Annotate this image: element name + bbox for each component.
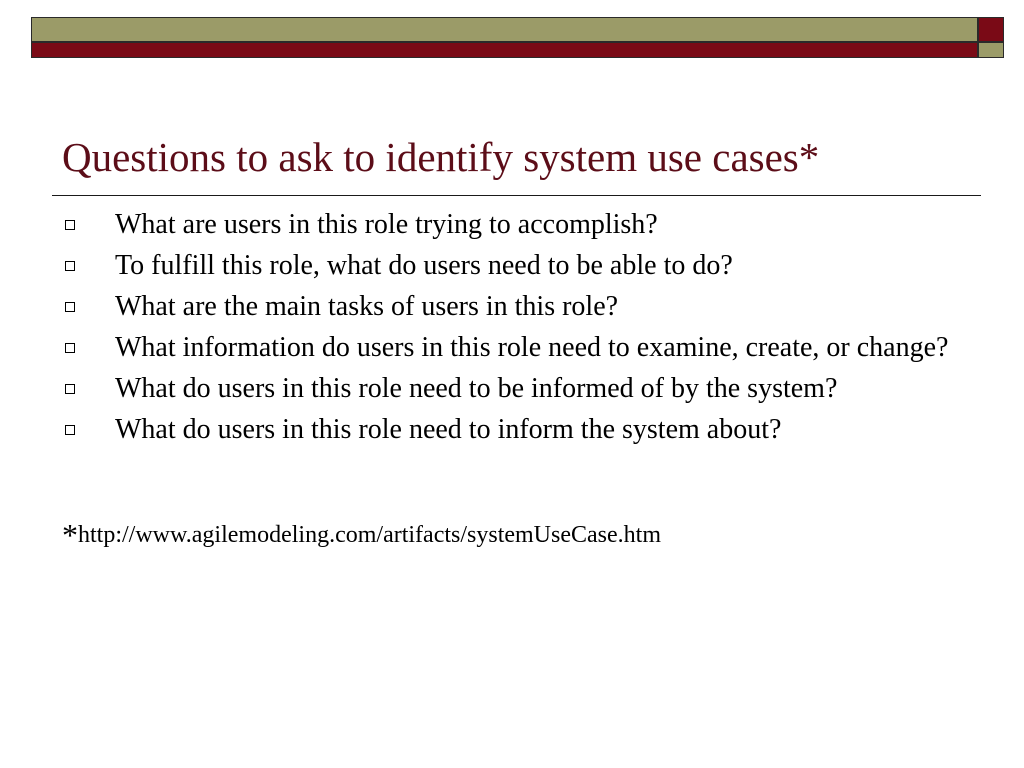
bullet-text: What information do users in this role need to examine, create, or change? <box>115 332 949 363</box>
slide-title: Questions to ask to identify system use cases* <box>62 134 820 180</box>
bullet-text: What are users in this role trying to accomplish? <box>115 209 658 240</box>
bullet-list <box>64 208 964 454</box>
hollow-square-bullet-icon <box>65 261 75 271</box>
hollow-square-bullet-icon <box>65 302 75 312</box>
bullet-text: What are the main tasks of users in this role? <box>115 291 619 322</box>
corner-square-olive <box>978 42 1004 58</box>
header-bar-maroon <box>31 42 978 58</box>
footnote-marker: * <box>62 517 78 553</box>
hollow-square-bullet-icon <box>65 425 75 435</box>
hollow-square-bullet-icon <box>65 220 75 230</box>
title-divider <box>52 195 981 196</box>
header-bar-olive <box>31 17 978 42</box>
bullet-text: What do users in this role need to inform the system about? <box>115 414 782 445</box>
bullet-item <box>64 331 964 364</box>
bullet-text: What do users in this role need to be informed of by the system? <box>115 373 838 404</box>
bullet-item <box>64 208 964 241</box>
bullet-item <box>64 290 964 323</box>
hollow-square-bullet-icon <box>65 343 75 353</box>
bullet-item <box>64 413 964 446</box>
bullet-item <box>64 249 964 282</box>
hollow-square-bullet-icon <box>65 384 75 394</box>
footnote <box>62 517 661 556</box>
corner-square-maroon <box>978 17 1004 42</box>
bullet-text: To fulfill this role, what do users need to be able to do? <box>115 250 733 281</box>
footnote-url: http://www.agilemodeling.com/artifacts/systemUseCase.htm <box>78 522 661 548</box>
bullet-item <box>64 372 964 405</box>
